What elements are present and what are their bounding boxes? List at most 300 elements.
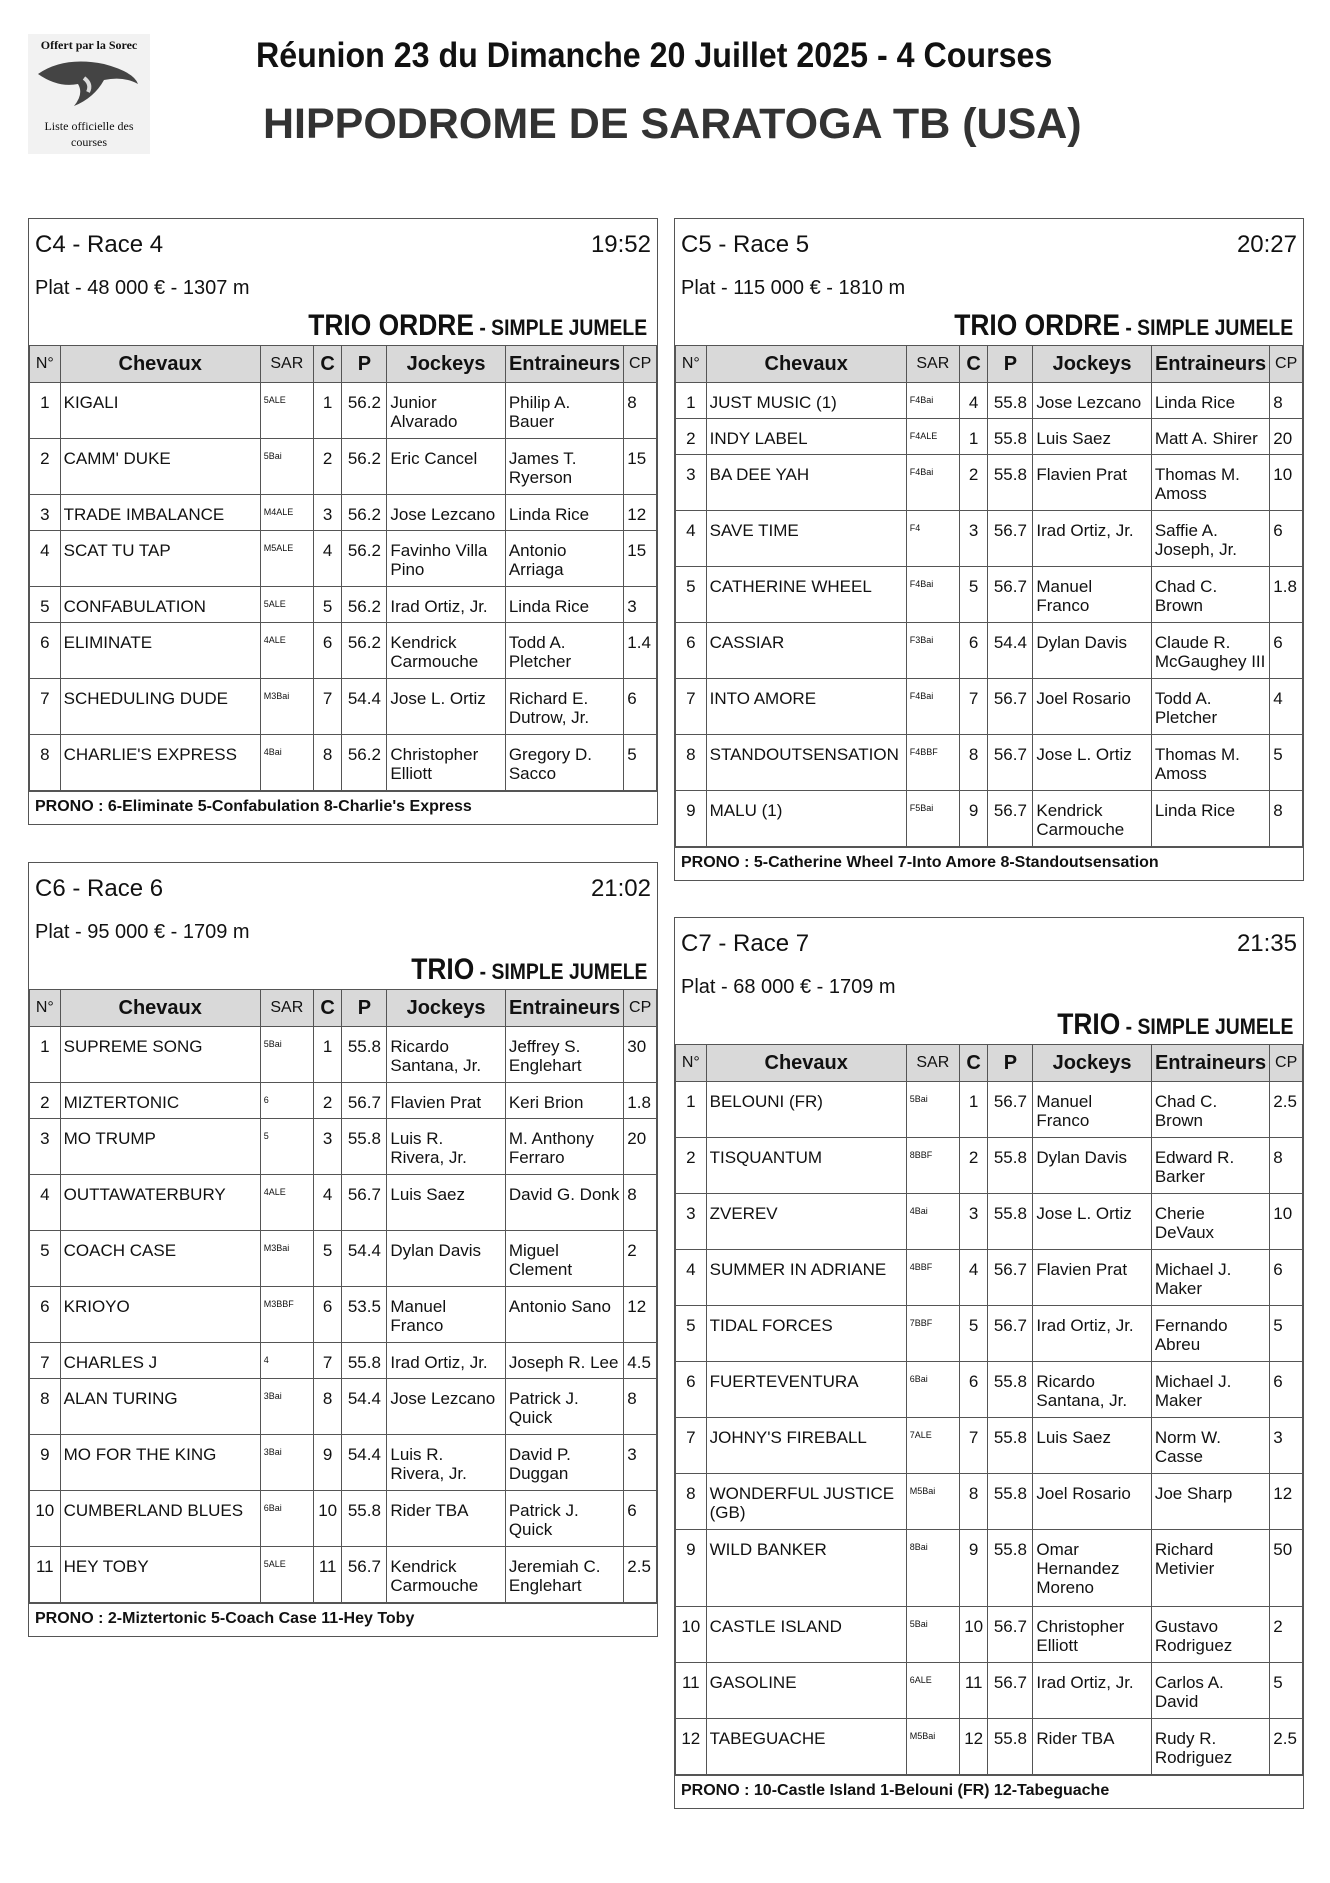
col-header-jockey: Jockeys [387, 990, 505, 1027]
table-row [30, 495, 657, 531]
col-header-num: N° [30, 990, 61, 1027]
cell-num: 10 [30, 1491, 61, 1547]
cell-c: 7 [313, 1343, 342, 1379]
cell-c: 9 [313, 1435, 342, 1491]
cell-c: 9 [959, 1530, 988, 1607]
cell-sar: M5ALE [260, 531, 313, 587]
col-header-horse: Chevaux [60, 990, 260, 1027]
cell-trainer: Philip A. Bauer [505, 383, 623, 439]
col-header-p: P [988, 1045, 1033, 1082]
cell-trainer: Michael J. Maker [1151, 1362, 1269, 1418]
cell-num: 3 [676, 455, 707, 511]
table-header [676, 1045, 1303, 1082]
cell-horse: CASSIAR [706, 623, 906, 679]
cell-sar: 4 [260, 1343, 313, 1379]
runners-table [29, 345, 657, 791]
cell-num: 6 [676, 623, 707, 679]
cell-num: 1 [676, 383, 707, 419]
cell-c: 7 [959, 679, 988, 735]
cell-trainer: Richard Metivier [1151, 1530, 1269, 1607]
cell-num: 5 [30, 587, 61, 623]
cell-trainer: M. Anthony Ferraro [505, 1119, 623, 1175]
table-row [676, 419, 1303, 455]
cell-jockey: Favinho Villa Pino [387, 531, 505, 587]
race-time: 19:52 [590, 231, 651, 258]
table-row [30, 735, 657, 791]
cell-trainer: Thomas M. Amoss [1151, 735, 1269, 791]
table-row [676, 1607, 1303, 1663]
runners-table [29, 989, 657, 1603]
cell-horse: ALAN TURING [60, 1379, 260, 1435]
cell-c: 8 [313, 1379, 342, 1435]
cell-sar: 5 [260, 1119, 313, 1175]
cell-c: 5 [313, 587, 342, 623]
table-row [30, 1547, 657, 1603]
table-row [30, 439, 657, 495]
race-code: C6 - Race 6 [35, 875, 164, 902]
cell-p: 55.8 [342, 1119, 387, 1175]
race-code: C5 - Race 5 [681, 231, 810, 258]
cell-jockey: Jose L. Ortiz [387, 679, 505, 735]
cell-jockey: Jose L. Ortiz [1033, 735, 1151, 791]
cell-horse: MALU (1) [706, 791, 906, 847]
cell-cp: 3 [624, 1435, 657, 1491]
cell-trainer: Carlos A. David [1151, 1663, 1269, 1719]
cell-trainer: Joseph R. Lee [505, 1343, 623, 1379]
cell-p: 55.8 [988, 455, 1033, 511]
cell-jockey: Ricardo Santana, Jr. [387, 1027, 505, 1083]
cell-p: 56.7 [988, 1607, 1033, 1663]
cell-jockey: Dylan Davis [1033, 1138, 1151, 1194]
cell-cp: 1.8 [624, 1083, 657, 1119]
cell-horse: CHARLES J [60, 1343, 260, 1379]
cell-num: 9 [30, 1435, 61, 1491]
table-header [676, 346, 1303, 383]
cell-sar: 7ALE [906, 1418, 959, 1474]
cell-num: 7 [676, 679, 707, 735]
cell-cp: 12 [1270, 1474, 1303, 1530]
cell-cp: 1.4 [624, 623, 657, 679]
cell-sar: 6 [260, 1083, 313, 1119]
cell-num: 11 [30, 1547, 61, 1603]
cell-sar: 5ALE [260, 383, 313, 439]
cell-c: 1 [313, 1027, 342, 1083]
race-time: 21:02 [590, 875, 651, 902]
cell-trainer: Rudy R. Rodriguez [1151, 1719, 1269, 1775]
cell-p: 54.4 [342, 1379, 387, 1435]
cell-horse: WONDERFUL JUSTICE (GB) [706, 1474, 906, 1530]
cell-p: 56.7 [988, 567, 1033, 623]
cell-jockey: Luis R. Rivera, Jr. [387, 1119, 505, 1175]
cell-sar: F4 [906, 511, 959, 567]
col-header-sar: SAR [906, 346, 959, 383]
cell-horse: CATHERINE WHEEL [706, 567, 906, 623]
race-code: C4 - Race 4 [35, 231, 164, 258]
bet-types [1057, 1008, 1293, 1042]
bet-types [308, 309, 647, 343]
cell-jockey: Christopher Elliott [387, 735, 505, 791]
table-row [30, 1027, 657, 1083]
cell-c: 5 [959, 567, 988, 623]
bet-main: TRIO ORDRE [954, 309, 1120, 342]
prono: PRONO : 2-Miztertonic 5-Coach Case 11-Hey Toby [29, 1603, 657, 1636]
table-row [676, 455, 1303, 511]
cell-jockey: Luis Saez [1033, 1418, 1151, 1474]
cell-num: 4 [30, 1175, 61, 1231]
cell-num: 2 [676, 1138, 707, 1194]
col-header-c: C [313, 990, 342, 1027]
prono: PRONO : 6-Eliminate 5-Confabulation 8-Charlie's Express [29, 791, 657, 824]
cell-p: 56.7 [988, 1663, 1033, 1719]
cell-num: 5 [676, 1306, 707, 1362]
cell-c: 6 [959, 623, 988, 679]
cell-num: 8 [30, 1379, 61, 1435]
cell-horse: COACH CASE [60, 1231, 260, 1287]
cell-sar: M3Bai [260, 1231, 313, 1287]
table-row [30, 679, 657, 735]
table-row [30, 1343, 657, 1379]
cell-num: 8 [30, 735, 61, 791]
cell-horse: TRADE IMBALANCE [60, 495, 260, 531]
cell-horse: KIGALI [60, 383, 260, 439]
cell-horse: GASOLINE [706, 1663, 906, 1719]
cell-horse: ELIMINATE [60, 623, 260, 679]
cell-p: 56.2 [342, 735, 387, 791]
cell-p: 56.2 [342, 587, 387, 623]
cell-num: 7 [676, 1418, 707, 1474]
cell-c: 4 [313, 1175, 342, 1231]
cell-jockey: Eric Cancel [387, 439, 505, 495]
cell-horse: KRIOYO [60, 1287, 260, 1343]
table-row [30, 1435, 657, 1491]
table-row [676, 679, 1303, 735]
cell-c: 3 [959, 1194, 988, 1250]
cell-trainer: Joe Sharp [1151, 1474, 1269, 1530]
cell-p: 55.8 [988, 1474, 1033, 1530]
cell-trainer: Linda Rice [1151, 383, 1269, 419]
cell-sar: 6Bai [260, 1491, 313, 1547]
cell-trainer: Jeffrey S. Englehart [505, 1027, 623, 1083]
col-header-num: N° [676, 346, 707, 383]
cell-horse: CONFABULATION [60, 587, 260, 623]
table-row [676, 791, 1303, 847]
race-card [674, 218, 1304, 881]
bet-main: TRIO ORDRE [308, 309, 474, 342]
cell-cp: 20 [624, 1119, 657, 1175]
cell-num: 5 [676, 567, 707, 623]
col-header-horse: Chevaux [60, 346, 260, 383]
cell-jockey: Flavien Prat [1033, 455, 1151, 511]
table-row [30, 1175, 657, 1231]
cell-trainer: Gregory D. Sacco [505, 735, 623, 791]
bet-main: TRIO [410, 953, 474, 986]
cell-p: 55.8 [342, 1491, 387, 1547]
cell-jockey: Rider TBA [387, 1491, 505, 1547]
cell-cp: 4 [1270, 679, 1303, 735]
bet-types [411, 953, 647, 987]
table-row [30, 1231, 657, 1287]
cell-trainer: Todd A. Pletcher [1151, 679, 1269, 735]
table-row [676, 1530, 1303, 1607]
cell-p: 56.2 [342, 531, 387, 587]
cell-sar: M3Bai [260, 679, 313, 735]
cell-horse: SCAT TU TAP [60, 531, 260, 587]
cell-jockey: Manuel Franco [1033, 1082, 1151, 1138]
cell-horse: TABEGUACHE [706, 1719, 906, 1775]
cell-cp: 5 [1270, 1306, 1303, 1362]
cell-jockey: Kendrick Carmouche [387, 1547, 505, 1603]
cell-cp: 15 [624, 439, 657, 495]
cell-sar: 4BBF [906, 1250, 959, 1306]
table-header [30, 990, 657, 1027]
cell-trainer: Linda Rice [505, 495, 623, 531]
cell-horse: STANDOUTSENSATION [706, 735, 906, 791]
cell-horse: BELOUNI (FR) [706, 1082, 906, 1138]
cell-p: 55.8 [988, 1194, 1033, 1250]
cell-c: 9 [959, 791, 988, 847]
cell-trainer: Michael J. Maker [1151, 1250, 1269, 1306]
bet-sub: - SIMPLE JUMELE [473, 959, 647, 984]
horseshoe-logo-icon [34, 54, 144, 116]
cell-trainer: Linda Rice [505, 587, 623, 623]
table-row [30, 1119, 657, 1175]
cell-num: 7 [30, 1343, 61, 1379]
col-header-c: C [959, 1045, 988, 1082]
cell-jockey: Junior Alvarado [387, 383, 505, 439]
cell-jockey: Jose Lezcano [387, 495, 505, 531]
cell-horse: JOHNY'S FIREBALL [706, 1418, 906, 1474]
table-row [30, 1287, 657, 1343]
cell-horse: SUPREME SONG [60, 1027, 260, 1083]
cell-trainer: David P. Duggan [505, 1435, 623, 1491]
cell-sar: M4ALE [260, 495, 313, 531]
cell-sar: 4ALE [260, 1175, 313, 1231]
cell-horse: SAVE TIME [706, 511, 906, 567]
col-header-jockey: Jockeys [1033, 346, 1151, 383]
race-info: Plat - 68 000 € - 1709 m [681, 976, 896, 998]
runners-table [675, 345, 1303, 847]
cell-c: 11 [959, 1663, 988, 1719]
table-row [676, 623, 1303, 679]
cell-c: 1 [313, 383, 342, 439]
cell-p: 56.2 [342, 495, 387, 531]
cell-jockey: Dylan Davis [387, 1231, 505, 1287]
col-header-p: P [342, 346, 387, 383]
cell-num: 3 [676, 1194, 707, 1250]
cell-num: 12 [676, 1719, 707, 1775]
cell-cp: 6 [1270, 1362, 1303, 1418]
col-header-jockey: Jockeys [387, 346, 505, 383]
table-row [676, 511, 1303, 567]
cell-sar: 5Bai [906, 1082, 959, 1138]
cell-sar: 4ALE [260, 623, 313, 679]
table-header [30, 346, 657, 383]
cell-c: 4 [959, 1250, 988, 1306]
cell-c: 10 [313, 1491, 342, 1547]
col-header-trainer: Entraineurs [505, 346, 623, 383]
col-header-cp: CP [624, 346, 657, 383]
cell-num: 4 [30, 531, 61, 587]
cell-num: 8 [676, 1474, 707, 1530]
cell-cp: 8 [624, 1379, 657, 1435]
cell-cp: 8 [624, 383, 657, 439]
cell-num: 2 [676, 419, 707, 455]
cell-jockey: Irad Ortiz, Jr. [1033, 1663, 1151, 1719]
cell-jockey: Kendrick Carmouche [387, 623, 505, 679]
cell-cp: 5 [624, 735, 657, 791]
cell-cp: 50 [1270, 1530, 1303, 1607]
cell-num: 8 [676, 735, 707, 791]
bet-main: TRIO [1056, 1008, 1120, 1041]
cell-c: 3 [313, 1119, 342, 1175]
cell-trainer: Todd A. Pletcher [505, 623, 623, 679]
cell-cp: 5 [1270, 735, 1303, 791]
cell-p: 54.4 [342, 1231, 387, 1287]
cell-c: 5 [313, 1231, 342, 1287]
bet-sub: - SIMPLE JUMELE [1119, 1014, 1293, 1039]
cell-num: 6 [30, 1287, 61, 1343]
cell-c: 4 [313, 531, 342, 587]
cell-trainer: Matt A. Shirer [1151, 419, 1269, 455]
table-row [676, 1082, 1303, 1138]
cell-p: 55.8 [988, 1530, 1033, 1607]
page-title: Réunion 23 du Dimanche 20 Juillet 2025 - 4 Courses [256, 36, 1053, 75]
cell-horse: INDY LABEL [706, 419, 906, 455]
cell-trainer: Keri Brion [505, 1083, 623, 1119]
cell-trainer: Gustavo Rodriguez [1151, 1607, 1269, 1663]
cell-cp: 2 [1270, 1607, 1303, 1663]
cell-trainer: Edward R. Barker [1151, 1138, 1269, 1194]
cell-horse: CHARLIE'S EXPRESS [60, 735, 260, 791]
cell-c: 2 [313, 439, 342, 495]
cell-horse: FUERTEVENTURA [706, 1362, 906, 1418]
race-time: 21:35 [1236, 930, 1297, 957]
cell-p: 56.7 [988, 1306, 1033, 1362]
cell-jockey: Joel Rosario [1033, 679, 1151, 735]
cell-c: 2 [959, 455, 988, 511]
bet-types [954, 309, 1293, 343]
cell-num: 3 [30, 495, 61, 531]
cell-num: 6 [30, 623, 61, 679]
col-header-p: P [342, 990, 387, 1027]
cell-num: 4 [676, 1250, 707, 1306]
cell-trainer: Richard E. Dutrow, Jr. [505, 679, 623, 735]
cell-cp: 12 [624, 495, 657, 531]
cell-trainer: Norm W. Casse [1151, 1418, 1269, 1474]
cell-c: 4 [959, 383, 988, 419]
cell-sar: F4Bai [906, 455, 959, 511]
cell-jockey: Kendrick Carmouche [1033, 791, 1151, 847]
cell-trainer: James T. Ryerson [505, 439, 623, 495]
cell-jockey: Luis Saez [387, 1175, 505, 1231]
cell-p: 55.8 [342, 1343, 387, 1379]
cell-horse: OUTTAWATERBURY [60, 1175, 260, 1231]
race-info: Plat - 48 000 € - 1307 m [35, 277, 250, 299]
col-header-sar: SAR [906, 1045, 959, 1082]
prono: PRONO : 10-Castle Island 1-Belouni (FR) 12-Tabeguache [675, 1775, 1303, 1808]
logo-top-text: Offert par la Sorec [40, 38, 138, 52]
cell-trainer: Patrick J. Quick [505, 1491, 623, 1547]
cell-sar: F4Bai [906, 567, 959, 623]
cell-p: 55.8 [988, 1719, 1033, 1775]
cell-cp: 20 [1270, 419, 1303, 455]
col-header-trainer: Entraineurs [1151, 1045, 1269, 1082]
table-row [30, 531, 657, 587]
cell-jockey: Irad Ortiz, Jr. [1033, 511, 1151, 567]
cell-sar: 7BBF [906, 1306, 959, 1362]
table-row [30, 587, 657, 623]
cell-sar: F3Bai [906, 623, 959, 679]
cell-c: 3 [959, 511, 988, 567]
table-row [30, 623, 657, 679]
cell-cp: 6 [1270, 623, 1303, 679]
cell-cp: 10 [1270, 1194, 1303, 1250]
cell-sar: 6ALE [906, 1663, 959, 1719]
table-row [676, 1138, 1303, 1194]
cell-sar: 5ALE [260, 587, 313, 623]
cell-c: 6 [959, 1362, 988, 1418]
cell-cp: 8 [1270, 791, 1303, 847]
cell-trainer: David G. Donk [505, 1175, 623, 1231]
cell-trainer: Jeremiah C. Englehart [505, 1547, 623, 1603]
cell-horse: MO TRUMP [60, 1119, 260, 1175]
cell-cp: 1.8 [1270, 567, 1303, 623]
race-info: Plat - 115 000 € - 1810 m [681, 277, 906, 299]
cell-jockey: Rider TBA [1033, 1719, 1151, 1775]
cell-horse: CUMBERLAND BLUES [60, 1491, 260, 1547]
table-row [30, 383, 657, 439]
col-header-sar: SAR [260, 990, 313, 1027]
cell-horse: SCHEDULING DUDE [60, 679, 260, 735]
cell-sar: F4BBF [906, 735, 959, 791]
cell-sar: 8BBF [906, 1138, 959, 1194]
cell-sar: M3BBF [260, 1287, 313, 1343]
table-row [676, 1663, 1303, 1719]
cell-horse: SUMMER IN ADRIANE [706, 1250, 906, 1306]
cell-horse: TISQUANTUM [706, 1138, 906, 1194]
cell-c: 12 [959, 1719, 988, 1775]
cell-horse: CAMM' DUKE [60, 439, 260, 495]
col-header-p: P [988, 346, 1033, 383]
table-row [30, 1491, 657, 1547]
cell-cp: 5 [1270, 1663, 1303, 1719]
col-header-jockey: Jockeys [1033, 1045, 1151, 1082]
cell-p: 56.7 [988, 679, 1033, 735]
cell-cp: 2.5 [1270, 1719, 1303, 1775]
cell-p: 56.2 [342, 623, 387, 679]
cell-p: 54.4 [342, 679, 387, 735]
col-header-c: C [313, 346, 342, 383]
cell-horse: MO FOR THE KING [60, 1435, 260, 1491]
col-header-horse: Chevaux [706, 1045, 906, 1082]
cell-p: 55.8 [988, 1138, 1033, 1194]
cell-num: 6 [676, 1362, 707, 1418]
cell-cp: 4.5 [624, 1343, 657, 1379]
cell-num: 1 [30, 1027, 61, 1083]
race-card [28, 862, 658, 1637]
cell-cp: 6 [1270, 511, 1303, 567]
cell-jockey: Omar Hernandez Moreno [1033, 1530, 1151, 1607]
cell-trainer: Linda Rice [1151, 791, 1269, 847]
col-header-trainer: Entraineurs [505, 990, 623, 1027]
bet-sub: - SIMPLE JUMELE [1119, 315, 1293, 340]
cell-horse: HEY TOBY [60, 1547, 260, 1603]
table-row [676, 1250, 1303, 1306]
cell-sar: 4Bai [260, 735, 313, 791]
table-row [30, 1083, 657, 1119]
cell-trainer: Patrick J. Quick [505, 1379, 623, 1435]
table-row [676, 1362, 1303, 1418]
